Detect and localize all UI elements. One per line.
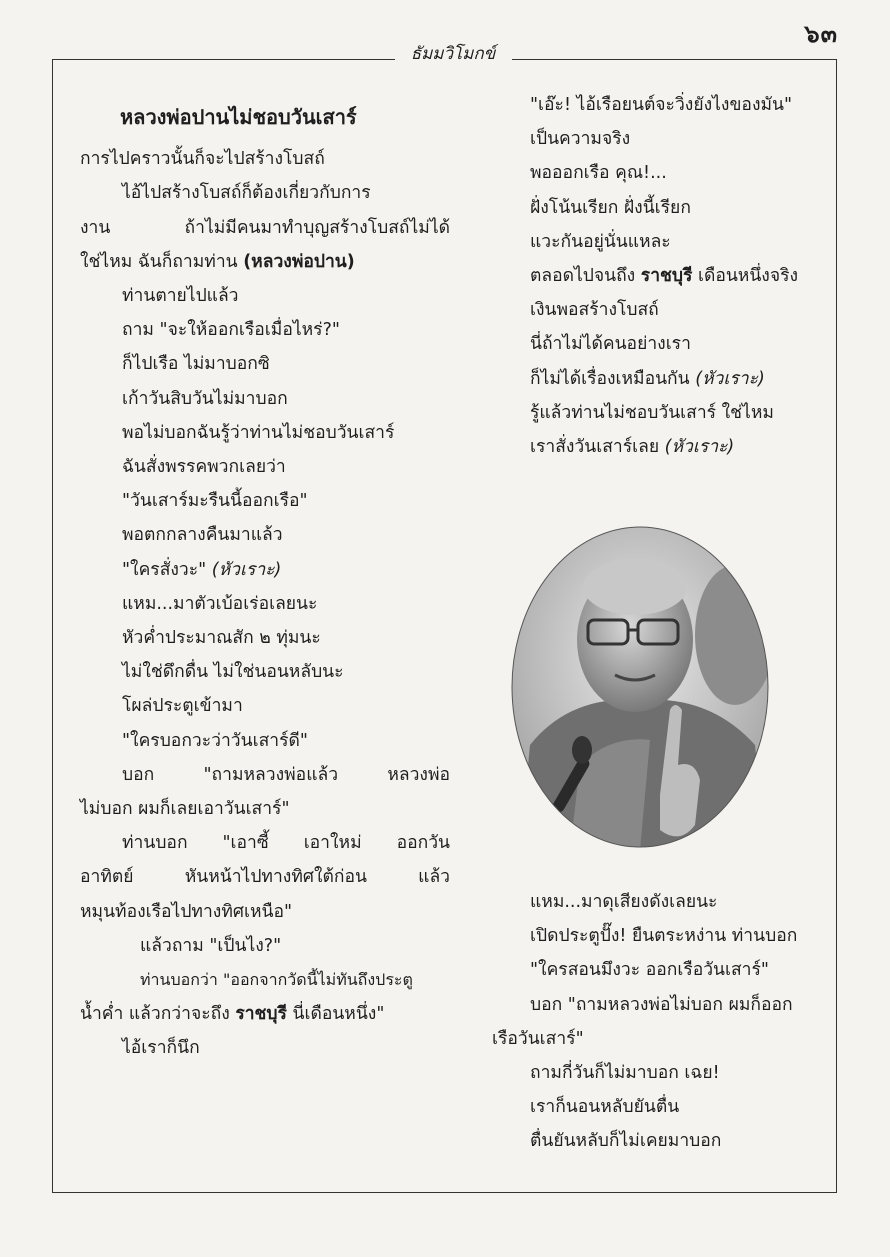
text-line: พอตกกลางคืนมาแล้ว: [122, 525, 283, 546]
text-line: หมุนท้องเรือไปทางทิศเหนือ": [80, 901, 293, 922]
text-line: แหม...มาตัวเบ้อเร่อเลยนะ: [122, 593, 318, 614]
text-line: [492, 259, 817, 293]
text-line: [80, 553, 450, 587]
text-line: ท่านบอกว่า "ออกจากวัดนี้ไม่ทันถึงประตู: [140, 970, 413, 990]
right-column-top: [492, 88, 817, 464]
text-line: "วันเสาร์มะรืนนี้ออกเรือ": [122, 491, 308, 512]
text-line: รู้แล้วท่านไม่ชอบวันเสาร์ ใช่ไหม: [530, 402, 774, 423]
text-line: หัวค่ำประมาณสัก ๒ ทุ่มนะ: [122, 628, 321, 649]
text-line: อาทิตย์ หันหน้าไปทางทิศใต้ก่อน แล้ว: [80, 867, 450, 888]
text-run: ตลอดไปจนถึง: [530, 266, 641, 287]
text-run-italic: (หัวเราะ): [211, 559, 282, 580]
text-line: การไปคราวนั้นก็จะไปสร้างโบสถ์: [80, 149, 325, 170]
text-line: [492, 430, 817, 464]
text-line: [492, 362, 817, 396]
text-run: นี่เดือนหนึ่ง": [286, 1004, 385, 1025]
text-line: เงินพอสร้างโบสถ์: [530, 300, 659, 321]
text-run: ใช่ไหม ฉันก็ถามท่าน: [80, 251, 244, 272]
text-line: "ใครบอกวะว่าวันเสาร์ดี": [122, 730, 308, 751]
right-column-bottom: [492, 885, 817, 1159]
text-run-italic: (หัวเราะ): [664, 437, 735, 458]
text-line: [80, 245, 450, 279]
text-line: พอออกเรือ คุณ!...: [530, 163, 667, 184]
text-line: โผล่ประตูเข้ามา: [122, 696, 243, 717]
text-line: บอก "ถามหลวงพ่อไม่บอก ผมก็ออก: [530, 994, 793, 1015]
text-line: งาน ถ้าไม่มีคนมาทำบุญสร้างโบสถ์ไม่ได้: [80, 217, 450, 238]
text-line: พอไม่บอกฉันรู้ว่าท่านไม่ชอบวันเสาร์: [122, 422, 395, 443]
text-run-bold: ราชบุรี: [235, 1004, 287, 1025]
monk-portrait-photo: [510, 525, 770, 850]
text-line: เราก็นอนหลับยันตื่น: [530, 1097, 680, 1118]
text-line: ไม่ใช่ดึกดื่น ไม่ใช่นอนหลับนะ: [122, 662, 344, 683]
text-run: เดือนหนึ่งจริง: [692, 266, 799, 287]
frame-top-rule-right: [512, 59, 837, 60]
text-line: เป็นความจริง: [530, 129, 631, 150]
text-line: เก้าวันสิบวันไม่มาบอก: [122, 388, 288, 409]
text-line: นี่ถ้าไม่ได้คนอย่างเรา: [530, 334, 691, 355]
text-line: ท่านตายไปแล้ว: [122, 286, 239, 307]
text-line: ไอ้เราก็นึก: [122, 1038, 200, 1059]
left-column: [80, 100, 450, 1066]
text-line: ไอ้ไปสร้างโบสถ์ก็ต้องเกี่ยวกับการ: [122, 183, 371, 204]
text-line: แหม...มาดุเสียงดังเลยนะ: [530, 892, 718, 912]
text-run: "ใครสั่งวะ": [122, 559, 212, 580]
text-line: ฝั่งโน้นเรียก ฝั่งนี้เรียก: [530, 197, 691, 218]
text-line: เรือวันเสาร์": [492, 1028, 584, 1049]
text-line: "เอ๊ะ! ไอ้เรือยนต์จะวิ่งยังไงของมัน": [530, 95, 793, 115]
page-number: ๖๓: [804, 20, 838, 48]
text-line: ตื่นยันหลับก็ไม่เคยมาบอก: [530, 1131, 722, 1152]
text-run: น้ำค่ำ แล้วกว่าจะถึง: [80, 1004, 236, 1025]
text-line: ท่านบอก "เอาซี้ เอาใหม่ ออกวัน: [122, 833, 450, 854]
text-run-italic: (หัวเราะ): [695, 368, 765, 389]
text-line: [80, 997, 450, 1031]
text-line: ถามกี่วันก็ไม่มาบอก เฉย!: [530, 1063, 720, 1084]
text-line: ฉันสั่งพรรคพวกเลยว่า: [122, 457, 286, 478]
text-run: เราสั่งวันเสาร์เลย: [530, 437, 665, 458]
text-run-bold: (หลวงพ่อปาน): [243, 251, 355, 272]
frame-top-rule-left: [52, 59, 395, 60]
text-line: "ใครสอนมึงวะ ออกเรือวันเสาร์": [530, 960, 769, 981]
text-line: แวะกันอยู่นั่นแหละ: [530, 231, 671, 252]
text-line: ถาม "จะให้ออกเรือเมื่อไหร่?": [122, 320, 340, 341]
section-title: หลวงพ่อปานไม่ชอบวันเสาร์: [120, 105, 357, 129]
text-line: ก็ไปเรือ ไม่มาบอกซิ: [122, 354, 270, 375]
text-run: ก็ไม่ได้เรื่องเหมือนกัน: [530, 368, 696, 389]
running-header: ธัมมวิโมกข์: [410, 44, 496, 64]
text-run-bold: ราชบุรี: [640, 266, 693, 287]
text-line: แล้วถาม "เป็นไง?": [140, 935, 282, 956]
text-line: เปิดประตูปั๊ง! ยืนตระหง่าน ท่านบอก: [530, 926, 798, 947]
text-line: บอก "ถามหลวงพ่อแล้ว หลวงพ่อ: [122, 764, 450, 785]
text-line: ไม่บอก ผมก็เลยเอาวันเสาร์": [80, 799, 290, 820]
